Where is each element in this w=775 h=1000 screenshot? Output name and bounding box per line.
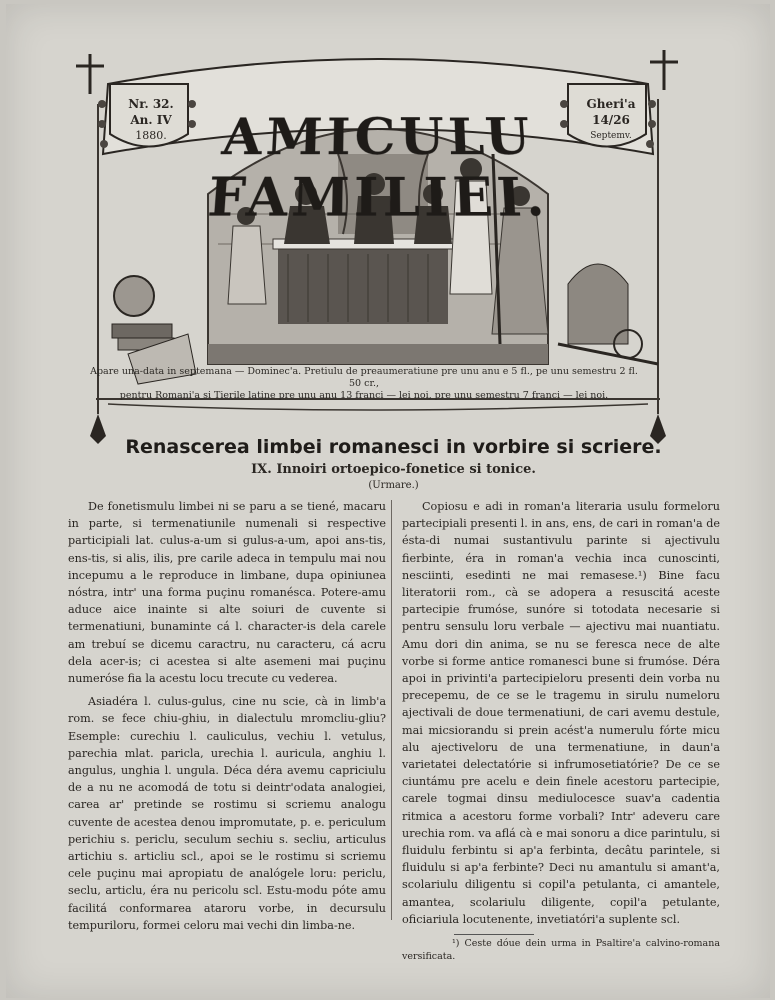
article-headline: Renascerea limbei romanesci in vorbire si scriere.: [125, 436, 662, 458]
issue-year: 1880.: [135, 129, 167, 142]
date-month-secondary: Septemv.: [590, 131, 632, 141]
subscription-notice: [84, 366, 644, 402]
left-column: [68, 498, 386, 940]
notice-line-1: Apare una-data in septemana — Dominec'a. Pretiulu de preaumeratiune pre unu anu e 5 fl., pe unu semestru 2 fl. 50 cr.,: [90, 366, 638, 389]
notice-line-2: pentru Romani'a si Tierile latine pre unu anu 13 franci — lei noi, pre unu semestru 7 franci — lei noi.: [119, 390, 609, 401]
issue-number: Nr. 32.: [128, 97, 174, 111]
issue-volume: An. IV: [130, 113, 172, 127]
left-cross-icon: [76, 54, 104, 94]
column-divider: [391, 500, 392, 920]
right-cross-icon: [650, 50, 678, 90]
footnote: ¹) Ceste dóue dein urma in Psaltire'a calvino-romana versificata.: [402, 938, 720, 963]
date-day: 14/26: [592, 113, 630, 127]
article-subheadline: IX. Innoiri ortoepico-fonetice si tonice.: [251, 462, 536, 477]
article-continued: (Urmare.): [368, 480, 419, 491]
globe-icon: [114, 276, 154, 316]
paragraph: Asiadéra l. culus-gulus, cine nu scie, cà in limb'a rom. se fece chiu-ghiu, in dialectulu mromcliu-gliu? Esemple: curechiu l. cauliculus, vechiu l. vetulus, parechia mlat. paricla, urechia l. auricula, anghiu l. angulus, unghia l. ungula. Déca déra avemu capriciulu de a nu ne acomodá de totu si deintr'odata analogiei, carea ar' pretinde se rostimu si scriemu analogu cuvente de acestea denou impromutate, p. e. periculum perichiu s. periclu, seculum sechiu s. secliu, articulus artichiu s. articliu scl., apoi se le rostimu si scriemu cele puçinu mai apropiatu de analógele loru: periclu, seclu, articlu, éra nu pericolu scl. Estu-modu póte amu facilitá conformarea ataroru vorbe, in decursulu tempuriloru, formei celoru mai vechi din limba-ne.: [68, 695, 386, 932]
date-badge: [568, 96, 654, 144]
paragraph: De fonetismulu limbei ni se paru a se tiené, macaru in parte, si termenatiunile numenali si respective participiali lat. culus-a-um si gulus-a-um, apoi ans-tis, ens-tis, si alis, ilis, pre carile adeca in tempulu mai nou incepumu a le reproduce in limbane, dupa opiniunea nóstra, intr' una forma puçinu romanésca. Potere-amu aduce aice inainte si alte soiuri de cuvente si termenatiuni, bunaminte cá l. character-is dela carele am trebuí se dicemu caractru, nu caracteru, cá acru dela acer-is; ci acestea si alte asemeni mai puçinu numeróse fia la acestu locu trecute cu vederea.: [68, 500, 386, 686]
newspaper-title: AMICULU FAMILIEI.: [205, 108, 551, 230]
footnote-rule: [454, 934, 534, 935]
paragraph: Copiosu e adi in roman'a literaria usulu formeloru partecipiali presenti l. in ans, ens, de cari in roman'a de ésta-di numai sustantivulu parinte si ajectivulu fierbinte, éra in roman'a vechia inca cunoscinti, nesciinti, esedinti ne mai remasese.¹) Bine facu literatorii rom., cà se adopera a resuscitá aceste partecipie frumóse, sunóre si totodata necesarie si pentru sensulu loru verbale — ajectivu mai nuantiatu. Amu dori din anima, se nu se feresca nece de alte vorbe si forme antice romanesci bune si frumóse. Déra apoi in privinti'a partecipieloru presenti dein vorba nu precepemu, de ce se le tragemu in sirulu numeloru ajectivali de doue termenatiuni, de cari avemu destule, mai micsiorandu si prein acést'a numerulu fórte micu alu ajectiveloru de una termenatiune, in daun'a varietatei delectatórie si infrumosetiatórie? De ce se ciuntámu pre acelu e dein finele acestoru partecipie, carele togmai dinsu mediulocesce suav'a cadentia ritmica a acestoru forme vorbali? Intr' adeveru care urechia rom. va aflá cà e mai sonoru a dice parintulu, si fluidulu ferbintu si ap'a ferbinta, decâtu parintele, si fluidulu si ap'a ferbinte? Deci nu amantulu si amant'a, scolariulu diligentu si copil'a petulanta, ci amantele, amantea, scolariulu diligente, copil'a petulante, oficiariula locutenente, invetiatóri'a suplente scl.: [402, 500, 720, 926]
date-month: Gheri'a: [586, 97, 636, 111]
newspaper-page: [6, 4, 770, 998]
right-column: [402, 498, 720, 963]
issue-badge: [108, 96, 194, 144]
